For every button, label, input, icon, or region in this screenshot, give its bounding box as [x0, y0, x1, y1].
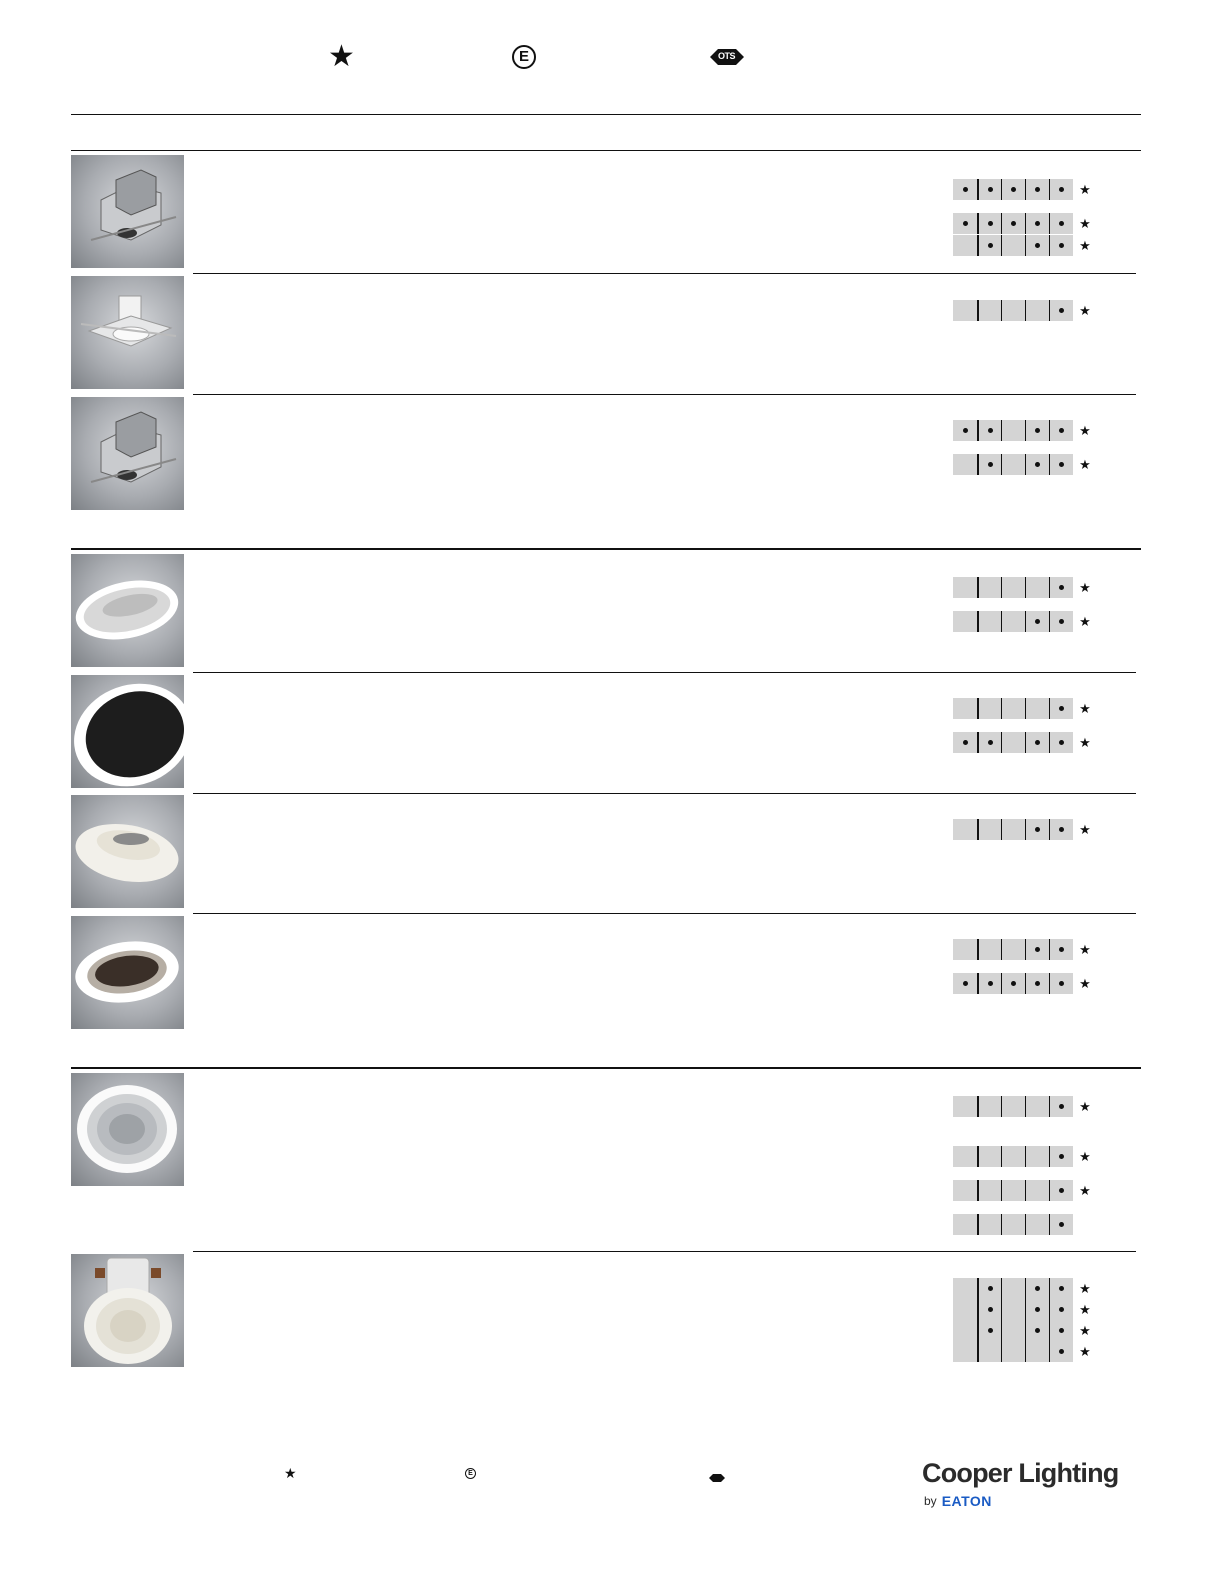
indicator-cell: [1001, 1214, 1025, 1235]
indicator-dot: [1059, 221, 1064, 226]
indicator-cell: [1001, 1278, 1025, 1299]
indicator-cell: [1049, 454, 1073, 475]
energy-star-mark: ★: [1079, 1280, 1091, 1296]
indicator-cell: [1025, 235, 1049, 256]
indicator-cell: [977, 973, 1001, 994]
indicator-row: [953, 698, 1091, 719]
new-construction-housing-thumbnail: [71, 276, 184, 389]
energy-star-mark: ★: [1079, 215, 1091, 231]
indicator-cell: [1001, 235, 1025, 256]
indicator-cell: [1049, 939, 1073, 960]
indicator-row: [953, 300, 1091, 321]
indicator-cell: [953, 819, 977, 840]
indicator-dot: [1059, 1349, 1064, 1354]
indicator-cell: [1049, 179, 1073, 200]
indicator-dot: [988, 221, 993, 226]
row-divider: [193, 394, 1136, 395]
indicator-cell: [977, 698, 1001, 719]
indicator-row: [953, 1180, 1091, 1201]
indicator-cell: [1001, 732, 1025, 753]
indicator-row: [953, 1299, 1091, 1320]
indicator-cell: [977, 213, 1001, 234]
indicator-row: [953, 1278, 1091, 1299]
indicator-dot: [988, 981, 993, 986]
indicator-cell: [1025, 939, 1049, 960]
indicator-dot: [1011, 981, 1016, 986]
indicator-dot: [1059, 981, 1064, 986]
indicator-cell: [1025, 577, 1049, 598]
indicator-cell: [1001, 179, 1025, 200]
indicator-cell: [953, 1341, 977, 1362]
indicator-dot: [963, 981, 968, 986]
header-rule-top: [71, 114, 1141, 115]
indicator-dot: [1059, 947, 1064, 952]
indicator-dot: [988, 1307, 993, 1312]
black-baffle-trim-thumbnail: [71, 675, 184, 788]
indicator-cell: [977, 1320, 1001, 1341]
indicator-dot: [1059, 428, 1064, 433]
indicator-row: [953, 1146, 1091, 1167]
indicator-dot: [1035, 1286, 1040, 1291]
indicator-cell: [1001, 1146, 1025, 1167]
indicator-cell: [1025, 1180, 1049, 1201]
indicator-cell: [1001, 420, 1025, 441]
indicator-row: [953, 235, 1091, 256]
indicator-cell: [953, 420, 977, 441]
section-divider: [71, 548, 1141, 550]
row-divider: [193, 793, 1136, 794]
energy-star-mark: ★: [1079, 181, 1091, 197]
indicator-dot: [1059, 1286, 1064, 1291]
indicator-dot: [1059, 1307, 1064, 1312]
indicator-cell: [953, 179, 977, 200]
indicator-dot: [1059, 1104, 1064, 1109]
indicator-cell: [1049, 577, 1073, 598]
indicator-cell: [1049, 732, 1073, 753]
indicator-cell: [1001, 1299, 1025, 1320]
indicator-dot: [963, 221, 968, 226]
energy-star-mark: ★: [1079, 1182, 1091, 1198]
energy-star-mark: ★: [1079, 700, 1091, 716]
indicator-cell: [953, 732, 977, 753]
energy-star-mark: ★: [1079, 1322, 1091, 1338]
indicator-cell: [977, 1180, 1001, 1201]
footer-star-icon: ★: [284, 1465, 297, 1481]
row-divider: [193, 672, 1136, 673]
indicator-cell: [977, 939, 1001, 960]
indicator-dot: [988, 1286, 993, 1291]
indicator-cell: [953, 1096, 977, 1117]
indicator-dot: [1059, 706, 1064, 711]
dark-reflector-trim-thumbnail: [71, 916, 184, 1029]
energy-star-mark: ★: [1079, 613, 1091, 629]
indicator-cell: [977, 300, 1001, 321]
clear-reflector-trim-thumbnail: [71, 554, 184, 667]
brand-byline: [924, 1493, 992, 1509]
indicator-cell: [1049, 1341, 1073, 1362]
indicator-cell: [953, 973, 977, 994]
indicator-cell: [1001, 819, 1025, 840]
indicator-cell: [1025, 1299, 1049, 1320]
indicator-dot: [988, 740, 993, 745]
indicator-cell: [953, 454, 977, 475]
indicator-cell: [977, 235, 1001, 256]
ots-diamond-icon: [710, 49, 744, 65]
row-divider: [193, 273, 1136, 274]
indicator-dot: [1035, 1307, 1040, 1312]
indicator-cell: [1049, 1299, 1073, 1320]
indicator-cell: [953, 1299, 977, 1320]
indicator-cell: [977, 1214, 1001, 1235]
indicator-cell: [1049, 1180, 1073, 1201]
indicator-dot: [1035, 619, 1040, 624]
indicator-cell: [977, 454, 1001, 475]
indicator-cell: [977, 179, 1001, 200]
indicator-dot: [963, 187, 968, 192]
energy-star-mark: ★: [1079, 1301, 1091, 1317]
section-divider: [71, 1067, 1141, 1069]
indicator-row: [953, 611, 1091, 632]
header-rule-bottom: [71, 150, 1141, 151]
energy-star-mark: ★: [1079, 579, 1091, 595]
indicator-cell: [1025, 1320, 1049, 1341]
indicator-cell: [1001, 1180, 1025, 1201]
indicator-dot: [1035, 981, 1040, 986]
indicator-dot: [1059, 1188, 1064, 1193]
indicator-row: [953, 577, 1091, 598]
indicator-dot: [988, 462, 993, 467]
led-lamp-module-thumbnail: [71, 1254, 184, 1367]
indicator-dot: [1059, 1154, 1064, 1159]
indicator-dot: [1059, 827, 1064, 832]
indicator-cell: [1049, 611, 1073, 632]
indicator-cell: [1049, 1214, 1073, 1235]
indicator-cell: [977, 420, 1001, 441]
footer-ots-diamond-icon: [709, 1469, 725, 1477]
energy-star-icon: ★: [328, 40, 355, 73]
indicator-dot: [1059, 462, 1064, 467]
indicator-dot: [1059, 585, 1064, 590]
indicator-dot: [963, 428, 968, 433]
indicator-dot: [1059, 243, 1064, 248]
indicator-row: [953, 732, 1091, 753]
ots-diamond-text: OTS: [718, 51, 736, 61]
indicator-cell: [1001, 1320, 1025, 1341]
indicator-dot: [1059, 740, 1064, 745]
indicator-dot: [963, 740, 968, 745]
indicator-cell: [1025, 973, 1049, 994]
indicator-cell: [1001, 454, 1025, 475]
indicator-row: [953, 973, 1091, 994]
indicator-cell: [953, 1214, 977, 1235]
indicator-cell: [977, 819, 1001, 840]
indicator-cell: [953, 611, 977, 632]
energy-star-mark: ★: [1079, 422, 1091, 438]
indicator-cell: [1049, 1320, 1073, 1341]
indicator-dot: [1035, 462, 1040, 467]
indicator-cell: [953, 698, 977, 719]
indicator-cell: [1049, 1146, 1073, 1167]
indicator-dot: [988, 243, 993, 248]
indicator-row: [953, 213, 1091, 234]
indicator-dot: [1059, 1222, 1064, 1227]
indicator-cell: [1001, 300, 1025, 321]
indicator-row: [953, 1214, 1091, 1235]
indicator-cell: [953, 577, 977, 598]
indicator-cell: [1025, 420, 1049, 441]
row-divider: [193, 913, 1136, 914]
indicator-cell: [953, 300, 977, 321]
energy-star-mark: ★: [1079, 237, 1091, 253]
energy-star-mark: ★: [1079, 975, 1091, 991]
energy-star-mark: ★: [1079, 821, 1091, 837]
circle-e-icon: [512, 45, 536, 69]
indicator-cell: [953, 939, 977, 960]
housing-thumbnail: [71, 397, 184, 510]
by-text: by: [924, 1494, 937, 1508]
indicator-cell: [1049, 420, 1073, 441]
indicator-cell: [1049, 698, 1073, 719]
indicator-dot: [1059, 619, 1064, 624]
indicator-cell: [1049, 819, 1073, 840]
indicator-cell: [977, 1096, 1001, 1117]
indicator-row: [953, 1096, 1091, 1117]
energy-star-mark: ★: [1079, 1343, 1091, 1359]
indicator-dot: [1035, 740, 1040, 745]
indicator-cell: [1025, 213, 1049, 234]
indicator-cell: [1025, 611, 1049, 632]
indicator-dot: [1035, 187, 1040, 192]
indicator-cell: [977, 1341, 1001, 1362]
housing-thumbnail: [71, 155, 184, 268]
indicator-cell: [953, 1146, 977, 1167]
indicator-cell: [977, 577, 1001, 598]
indicator-dot: [1011, 221, 1016, 226]
indicator-dot: [1059, 187, 1064, 192]
indicator-dot: [1035, 947, 1040, 952]
indicator-cell: [1001, 939, 1025, 960]
indicator-cell: [1001, 973, 1025, 994]
indicator-cell: [1049, 300, 1073, 321]
indicator-dot: [1059, 308, 1064, 313]
indicator-cell: [977, 1146, 1001, 1167]
indicator-cell: [1025, 1341, 1049, 1362]
indicator-row: [953, 939, 1091, 960]
indicator-dot: [1011, 187, 1016, 192]
circle-e-letter: E: [518, 48, 529, 65]
led-retrofit-module-thumbnail: [71, 1073, 184, 1186]
indicator-cell: [977, 732, 1001, 753]
row-divider: [193, 1251, 1136, 1252]
indicator-cell: [1025, 698, 1049, 719]
indicator-cell: [1049, 973, 1073, 994]
eyeball-trim-thumbnail: [71, 795, 184, 908]
indicator-cell: [977, 1278, 1001, 1299]
energy-star-mark: ★: [1079, 1098, 1091, 1114]
indicator-dot: [988, 1328, 993, 1333]
indicator-cell: [953, 213, 977, 234]
indicator-cell: [1025, 819, 1049, 840]
eaton-logo: EATON: [941, 1493, 992, 1509]
indicator-cell: [977, 1299, 1001, 1320]
indicator-cell: [1025, 179, 1049, 200]
indicator-dot: [1035, 827, 1040, 832]
indicator-cell: [953, 235, 977, 256]
indicator-dot: [1059, 1328, 1064, 1333]
footer-e-letter: E: [468, 1470, 473, 1477]
energy-star-mark: ★: [1079, 456, 1091, 472]
indicator-cell: [1001, 698, 1025, 719]
indicator-cell: [1049, 1096, 1073, 1117]
indicator-cell: [1049, 1278, 1073, 1299]
indicator-dot: [1035, 428, 1040, 433]
indicator-row: [953, 1320, 1091, 1341]
energy-star-mark: ★: [1079, 1148, 1091, 1164]
indicator-cell: [1001, 611, 1025, 632]
indicator-cell: [1001, 1341, 1025, 1362]
indicator-cell: [1025, 300, 1049, 321]
footer-circle-e-icon: [465, 1468, 476, 1479]
footer-ots-text: OTS: [713, 1470, 722, 1475]
indicator-cell: [953, 1180, 977, 1201]
indicator-row: [953, 179, 1091, 200]
energy-star-mark: ★: [1079, 302, 1091, 318]
indicator-row: [953, 819, 1091, 840]
indicator-dot: [988, 428, 993, 433]
indicator-cell: [977, 611, 1001, 632]
brand-logo: Cooper Lighting: [922, 1458, 1119, 1488]
indicator-cell: [1001, 1096, 1025, 1117]
indicator-cell: [1001, 577, 1025, 598]
indicator-cell: [953, 1320, 977, 1341]
indicator-cell: [1025, 1214, 1049, 1235]
indicator-dot: [1035, 1328, 1040, 1333]
indicator-cell: [953, 1278, 977, 1299]
indicator-cell: [1001, 213, 1025, 234]
indicator-cell: [1025, 1096, 1049, 1117]
indicator-row: [953, 454, 1091, 475]
energy-star-mark: ★: [1079, 734, 1091, 750]
indicator-cell: [1049, 213, 1073, 234]
indicator-row: [953, 1341, 1091, 1362]
indicator-cell: [1025, 1146, 1049, 1167]
indicator-cell: [1025, 454, 1049, 475]
indicator-cell: [1049, 235, 1073, 256]
indicator-row: [953, 420, 1091, 441]
indicator-dot: [1035, 221, 1040, 226]
indicator-cell: [1025, 1278, 1049, 1299]
indicator-dot: [1035, 243, 1040, 248]
energy-star-mark: ★: [1079, 941, 1091, 957]
indicator-cell: [1025, 732, 1049, 753]
indicator-dot: [988, 187, 993, 192]
